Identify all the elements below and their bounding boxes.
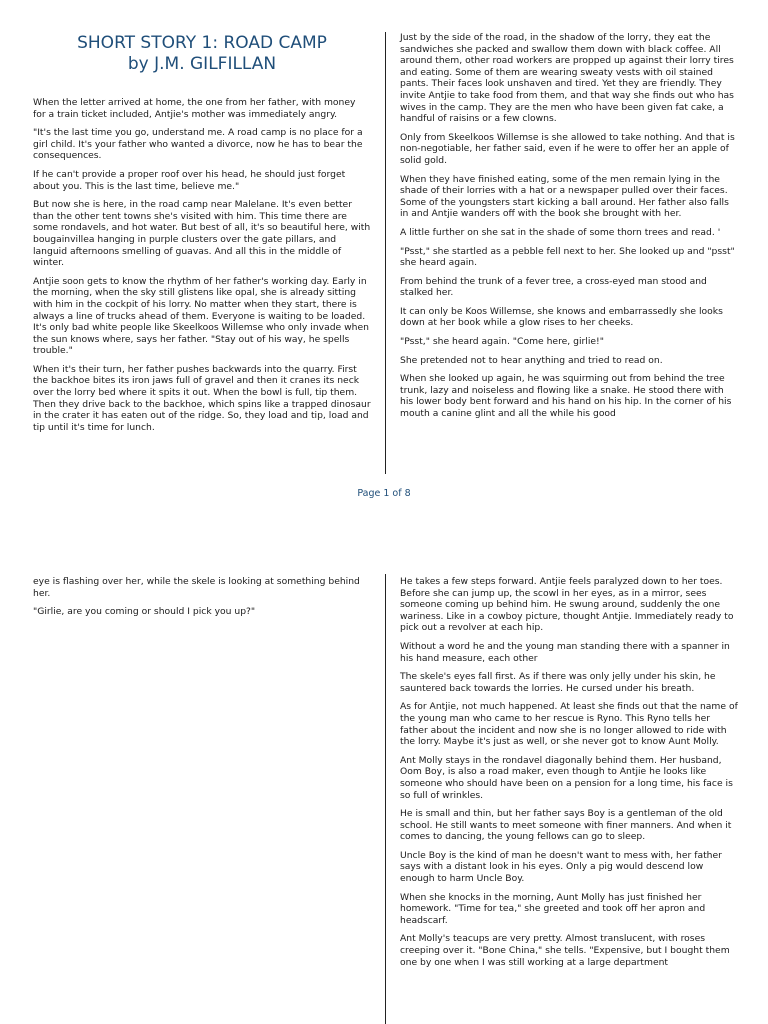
paragraph: When they have finished eating, some of the men remain lying in the shade of their lorries with a hat or a newspaper pulled over their faces. Some of the youngsters start kicking a ball around. Her father also falls in and Antjie wanders off with the book she brought with her. [400,173,729,220]
paragraph: If he can't provide a proper roof over his head, he should just forget about you. This is the last time, believe me." [33,168,346,192]
paragraph: Just by the side of the road, in the shadow of the lorry, they eat the sandwiches she packed and swallow them down with black coffee. All around them, other road workers are propped up against their lorry tires and eating. Some of them are wearing sweaty vests with oil stained pants. Their faces look unshaven and tired. Yet they are friendly. They invite Antjie to take food from them, and that way she finds out who has wives in the camp. They are the men who have been given fat cake, a handful of raisins or a few clowns. [400,32,734,125]
paragraph: "Psst," she heard again. "Come here, girlie!" [400,336,604,348]
page-1 [0,0,768,502]
paragraph: As for Antjie, not much happened. At least she finds out that the name of the young man who came to her rescue is Ryno. This Ryno tells her father about the incident and now she is no longer allowed to ride with the lorry. Maybe it's just as well, or she never got to know Aunt Molly. [400,701,738,748]
paragraph: Ant Molly stays in the rondavel diagonally behind them. Her husband, Oom Boy, is also a road maker, even though to Antjie he looks like someone who should have been on a pension for a long time, his face is so full of wrinkles. [400,754,733,801]
paragraph: From behind the trunk of a fever tree, a cross-eyed man stood and stalked her. [400,275,707,299]
column-divider [385,574,386,1024]
column-divider [385,32,386,474]
paragraph: A little further on she sat in the shade of some thorn trees and read. ' [400,226,721,238]
paragraph: "It's the last time you go, understand me. A road camp is no place for a girl child. It's your father who wanted a divorce, now he has to bear the consequences. [33,127,363,162]
paragraph: "Girlie, are you coming or should I pick you up?" [33,606,256,618]
paragraph: When she looked up again, he was squirming out from behind the tree trunk, lazy and noiseless and flowing like a snake. He stood there with his lower body bent forward and his hand on his hip. In the corner of his mouth a canine glint and all the while his good [400,373,732,420]
page1-right-column [400,32,738,427]
paragraph: Antjie soon gets to know the rhythm of her father's working day. Early in the morning, when the sky still glistens like opal, she is already sitting with him in the cockpit of his lorry. No matter when they start, there is always a line of trucks ahead of them. Everyone is waiting to be loaded. It's only bad white people like Skeelkoos Willemse who only invade when the sun knows where, says her father. "Stay out of his way, he spells trouble." [33,275,369,357]
paragraph: eye is flashing over her, while the skele is looking at something behind her. [33,576,360,599]
paragraph: The skele's eyes fall first. As if there was only jelly under his skin, he sauntered back towards the lorries. He cursed under his breath. [400,671,716,694]
page-number: Page 1 of 8 [357,488,411,499]
title-line-2: by J.M. GILFILLAN [127,54,277,74]
page-2 [0,574,768,1024]
paragraph: When it's their turn, her father pushes backwards into the quarry. First the backhoe bites its iron jaws full of gravel and then it cranes its neck over the lorry bed where it spits it out. When the bowl is full, tip them. Then they drive back to the backhoe, which spins like a trapped dinosaur in the crater it has eaten out of the ridge. So, they load and tip, load and tip until it's time for lunch. [33,363,371,433]
paragraph: When the letter arrived at home, the one from her father, with money for a train ticket included, Antjie's mother was immediately angry. [33,97,356,120]
page1-left-column [33,97,371,440]
paragraph: Ant Molly's teacups are very pretty. Almost translucent, with roses creeping over it. "Bone China," she tells. "Expensive, but I bought them one by one when I was still working at a large department [400,933,730,968]
paragraph: He takes a few steps forward. Antjie feels paralyzed down to her toes. Before she can jump up, the scowl in her eyes, as in a mirror, sees someone coming up behind him. He swung around, suddenly the one wariness. Like in a cowboy picture, thought Antjie. Immediately ready to pick out a revolver at each hip. [400,576,734,634]
story-title [33,33,371,75]
paragraph: "Psst," she startled as a pebble fell next to her. She looked up and "psst" she heard again. [400,245,735,269]
page2-left-column [33,576,371,625]
paragraph: When she knocks in the morning, Aunt Molly has just finished her homework. "Time for tea," she greeted and took off her apron and headscarf. [400,891,706,926]
title-line-1: SHORT STORY 1: ROAD CAMP [77,33,327,53]
page2-right-column [400,576,738,975]
paragraph: He is small and thin, but her father says Boy is a gentleman of the old school. He still wants to meet someone with finer manners. And when it comes to dancing, the young fellows can go to sleep. [400,808,732,843]
paragraph: She pretended not to hear anything and tried to read on. [400,354,663,366]
paragraph: Uncle Boy is the kind of man he doesn't want to mess with, her father says with a distant look in his eyes. Only a pig would descend low enough to harm Uncle Boy. [400,849,722,885]
paragraph: It can only be Koos Willemse, she knows and embarrassedly she looks down at her book while a glow rises to her cheeks. [400,305,723,329]
paragraph: Without a word he and the young man standing there with a spanner in his hand measure, each other [400,640,730,664]
paragraph: But now she is here, in the road camp near Malelane. It's even better than the other tent towns she's visited with him. This time there are some rondavels, and hot water. But best of all, it's so beautiful here, with bougainvillea hanging in purple clusters over the gate pillars, and languid afternoons smelling of guavas. And all this in the middle of winter. [33,199,371,269]
paragraph: Only from Skeelkoos Willemse is she allowed to take nothing. And that is non-negotiable, her father said, even if he were to offer her an apple of solid gold. [400,131,735,166]
